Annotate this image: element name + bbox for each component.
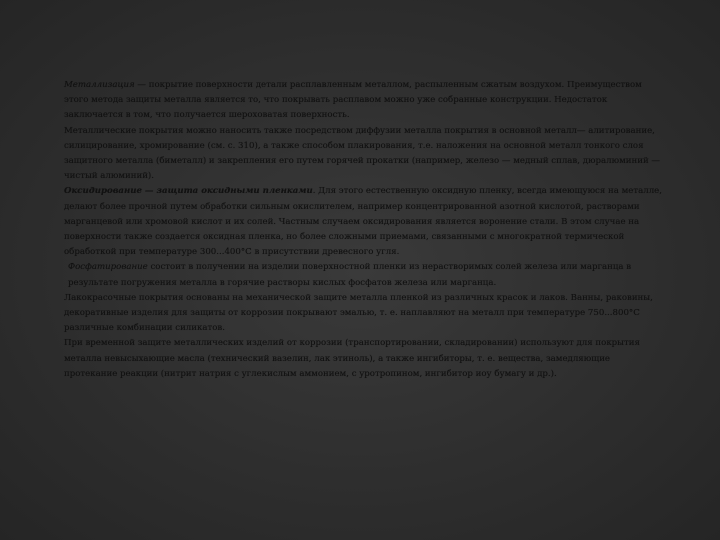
paragraph-text: — покрытие поверхности детали расплавленным металлом, распыленным сжатым воздухом. Преимуществом этого метода защиты металла является то, что покрывать расплавом можно уже собранные конструкции. Недостаток заключается в том, что получается шероховатая поверхность.	[64, 80, 642, 121]
paragraph-text: состоит в получении на изделии поверхностной пленки из нерастворимых солей железа или марганца в результате погружения металла в горячие растворы кислых фосфатов железа или марганца.	[68, 262, 632, 288]
paragraph-phosphating	[64, 260, 664, 290]
paragraph-text: Металлические покрытия можно наносить также посредством диффузии металла покрытия в основной металл— алитирование, силицирование, хромирование (см. с. 310), а также способом плакирования, т.е. наложения на основной металл тонкого слоя защитного металла (биметалл) и закрепления его путем горячей прокатки (например, железо — медный сплав, дюралюминий — чистый алюминий).	[64, 125, 660, 182]
paragraph-oxidizing	[64, 184, 664, 260]
paragraph-temporary-protection	[64, 336, 664, 382]
paragraph-paint-coatings	[64, 291, 664, 337]
term-oxidizing: Оксидирование — защита оксидными пленками	[64, 186, 313, 197]
text-block	[64, 78, 664, 382]
paragraph-metal-coatings	[64, 124, 664, 185]
term-metallization: Металлизация	[64, 80, 135, 90]
paragraph-text: . Для этого естественную оксидную пленку, всегда имеющуюся на металле, делают более прочной путем обработки сильным окислителем, например концентрированной азотной кислотой, растворами марганцевой или хромовой кислот и их солей. Частным случаем оксидирования является воронение стали. В этом случае на поверхности также создается оксидная пленка, но более сложными приемами, связанными с многократной термической обработкой при температуре 300...400°С в присутствии древесного угля.	[64, 186, 662, 258]
paragraph-metallization	[64, 78, 664, 124]
paragraph-text: Лакокрасочные покрытия основаны на механической защите металла пленкой из различных красок и лаков. Ванны, раковины, декоративные изделия для защиты от коррозии покрывают эмалью, т. е. наплавляют на металл при температуре 750...800°С различные комбинации силикатов.	[64, 292, 653, 334]
paragraph-text: При временной защите металлических изделий от коррозии (транспортировании, складировании) используют для покрытия металла невысыхающие масла (технический вазелин, лак этиноль), а также ингибиторы, т. е. вещества, замедляющие протекание реакции (нитрит натрия с углекислым аммонием, с уротропином, ингибитор иоу бумагу и др.).	[64, 338, 640, 379]
term-phosphating: Фосфатирование	[68, 262, 148, 273]
